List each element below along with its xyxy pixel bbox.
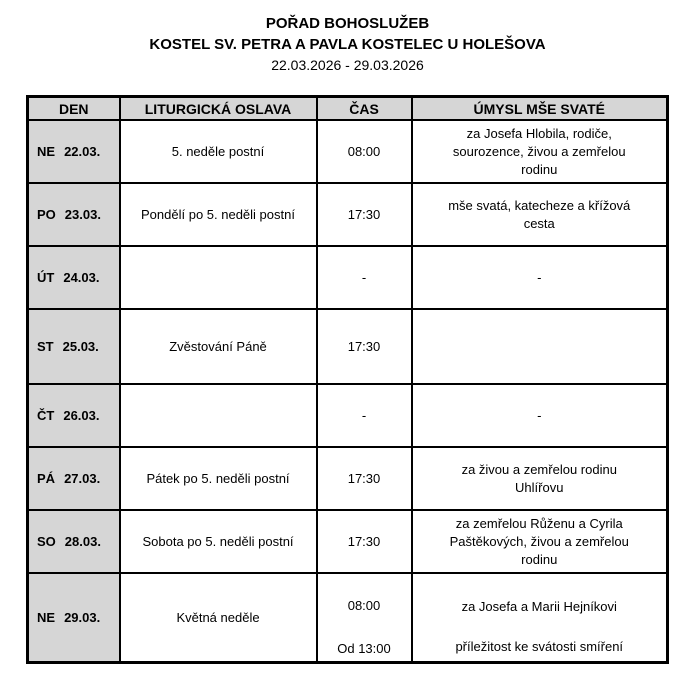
day-date: 28.03. bbox=[64, 534, 101, 549]
day-abbr: SO bbox=[37, 534, 56, 549]
time-cell: 08:00 bbox=[317, 120, 412, 183]
day-abbr: ÚT bbox=[37, 270, 55, 285]
document-date-range: 22.03.2026 - 29.03.2026 bbox=[271, 57, 424, 73]
day-cell bbox=[28, 309, 120, 384]
header-time: ČAS bbox=[317, 97, 412, 121]
time-second: Od 13:00 bbox=[337, 641, 391, 656]
day-cell bbox=[28, 447, 120, 510]
day-abbr: NE bbox=[37, 610, 56, 625]
intention-second: příležitost ke svátosti smíření bbox=[455, 639, 624, 654]
day-abbr: PÁ bbox=[37, 471, 56, 486]
time-first: 08:00 bbox=[347, 598, 381, 613]
intention-cell bbox=[412, 183, 668, 246]
day-cell bbox=[28, 120, 120, 183]
intention-text: - bbox=[537, 407, 542, 423]
day-date: 24.03. bbox=[63, 270, 100, 285]
day-cell bbox=[28, 183, 120, 246]
intention-text: mše svatá, katecheze a křížová cesta bbox=[448, 197, 631, 231]
day-abbr: NE bbox=[37, 144, 56, 159]
celebration-cell: Pátek po 5. neděli postní bbox=[120, 447, 317, 510]
header-intention: ÚMYSL MŠE SVATÉ bbox=[412, 97, 668, 121]
schedule-table bbox=[26, 95, 669, 664]
time-cell: 17:30 bbox=[317, 510, 412, 573]
intention-text: za zemřelou Růženu a Cyrila Paštěkových, živou a zemřelou rodinu bbox=[449, 515, 629, 567]
intention-cell bbox=[412, 384, 668, 447]
day-date: 29.03. bbox=[64, 610, 101, 625]
day-date: 25.03. bbox=[62, 339, 99, 354]
table-row bbox=[28, 573, 668, 663]
time-cell bbox=[317, 573, 412, 663]
intention-text: za živou a zemřelou rodinu Uhlířovu bbox=[461, 461, 617, 495]
time-cell: 17:30 bbox=[317, 447, 412, 510]
day-date: 27.03. bbox=[64, 471, 101, 486]
intention-cell bbox=[412, 510, 668, 573]
intention-text: za Josefa Hlobila, rodiče, sourozence, živou a zemřelou rodinu bbox=[452, 125, 626, 177]
table-row bbox=[28, 309, 668, 384]
day-cell bbox=[28, 384, 120, 447]
celebration-cell: Zvěstování Páně bbox=[120, 309, 317, 384]
document-header bbox=[0, 13, 695, 76]
day-cell bbox=[28, 246, 120, 309]
celebration-cell: Květná neděle bbox=[120, 573, 317, 663]
table-row bbox=[28, 510, 668, 573]
celebration-cell: 5. neděle postní bbox=[120, 120, 317, 183]
intention-cell bbox=[412, 573, 668, 663]
time-cell: 17:30 bbox=[317, 309, 412, 384]
intention-text: - bbox=[537, 269, 542, 285]
table-header-row bbox=[28, 97, 668, 121]
intention-cell bbox=[412, 246, 668, 309]
table-row bbox=[28, 120, 668, 183]
header-celebration: LITURGICKÁ OSLAVA bbox=[120, 97, 317, 121]
document-title: POŘAD BOHOSLUŽEB bbox=[265, 15, 430, 32]
day-date: 22.03. bbox=[64, 144, 101, 159]
time-cell: - bbox=[317, 246, 412, 309]
table-row bbox=[28, 183, 668, 246]
celebration-cell bbox=[120, 384, 317, 447]
day-date: 23.03. bbox=[64, 207, 101, 222]
day-abbr: PO bbox=[37, 207, 56, 222]
table-row bbox=[28, 384, 668, 447]
time-cell: 17:30 bbox=[317, 183, 412, 246]
intention-cell bbox=[412, 120, 668, 183]
day-date: 26.03. bbox=[63, 408, 100, 423]
day-abbr: ČT bbox=[37, 408, 55, 423]
celebration-cell bbox=[120, 246, 317, 309]
intention-cell bbox=[412, 447, 668, 510]
header-day: DEN bbox=[28, 97, 120, 121]
day-cell bbox=[28, 510, 120, 573]
day-abbr: ST bbox=[37, 339, 54, 354]
intention-first: za Josefa a Marii Hejníkovi bbox=[461, 599, 617, 614]
intention-cell bbox=[412, 309, 668, 384]
table-row bbox=[28, 447, 668, 510]
document-subtitle: KOSTEL SV. PETRA A PAVLA KOSTELEC U HOLEŠOVA bbox=[149, 36, 546, 53]
celebration-cell: Pondělí po 5. neděli postní bbox=[120, 183, 317, 246]
table-row bbox=[28, 246, 668, 309]
time-cell: - bbox=[317, 384, 412, 447]
day-cell bbox=[28, 573, 120, 663]
celebration-cell: Sobota po 5. neděli postní bbox=[120, 510, 317, 573]
